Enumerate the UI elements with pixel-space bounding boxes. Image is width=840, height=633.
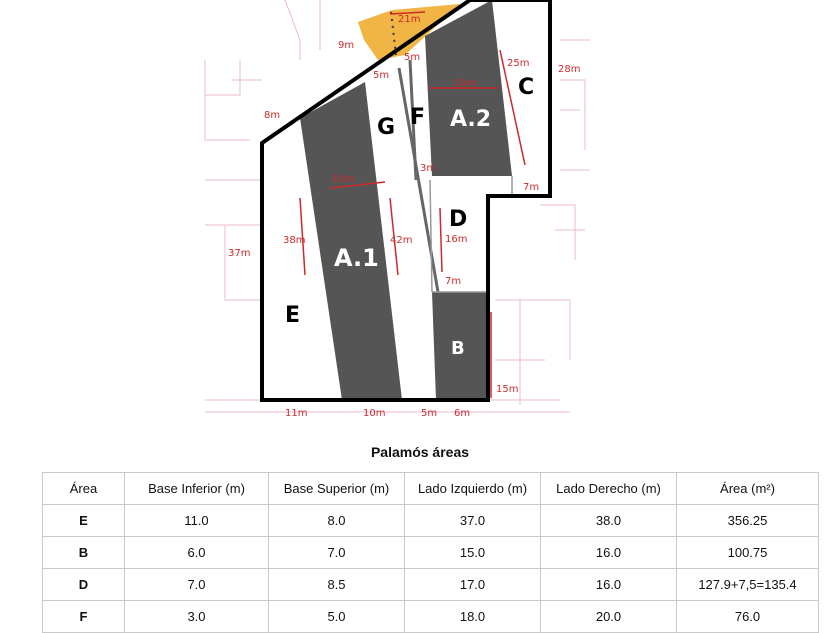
cell-base-superior: 5.0 <box>269 601 405 633</box>
table-row <box>43 505 819 537</box>
header-base-inferior: Base Inferior (m) <box>125 473 269 505</box>
cell-area-m2: 76.0 <box>677 601 819 633</box>
dim-a2-width: 10m <box>454 78 477 89</box>
dim-top-9m: 9m <box>338 40 355 51</box>
cell-base-superior: 8.5 <box>269 569 405 601</box>
zone-label-b: B <box>451 338 465 359</box>
zone-label-a2: A.2 <box>450 107 492 132</box>
cell-lado-izquierdo: 18.0 <box>405 601 541 633</box>
dim-left-8m: 8m <box>264 110 281 121</box>
cell-base-superior: 7.0 <box>269 537 405 569</box>
zone-label-e: E <box>285 303 301 328</box>
cell-lado-izquierdo: 15.0 <box>405 537 541 569</box>
dim-top-5m-right: 5m <box>404 52 421 63</box>
table-row <box>43 569 819 601</box>
areas-table <box>42 472 819 633</box>
dim-a1-right: 42m <box>390 235 413 246</box>
dim-a1-width: 10m <box>332 174 355 185</box>
cell-base-inferior: 6.0 <box>125 537 269 569</box>
dim-d-side: 16m <box>445 234 468 245</box>
header-base-superior: Base Superior (m) <box>269 473 405 505</box>
cell-base-inferior: 3.0 <box>125 601 269 633</box>
zone-label-g: G <box>377 115 396 140</box>
header-area-m2: Área (m²) <box>677 473 819 505</box>
cell-base-inferior: 11.0 <box>125 505 269 537</box>
cell-area-m2: 127.9+7,5=135.4 <box>677 569 819 601</box>
cell-lado-derecho: 16.0 <box>541 569 677 601</box>
zone-label-f: F <box>410 105 426 130</box>
dim-c-side: 28m <box>558 64 581 75</box>
dim-bottom-5m: 5m <box>421 408 438 419</box>
cell-area: F <box>43 601 125 633</box>
dim-bottom-11m: 11m <box>285 408 308 419</box>
dim-bottom-10m: 10m <box>363 408 386 419</box>
zone-label-d: D <box>449 207 468 232</box>
header-lado-derecho: Lado Derecho (m) <box>541 473 677 505</box>
cell-base-inferior: 7.0 <box>125 569 269 601</box>
table-header-row <box>43 473 819 505</box>
dim-bottom-6m: 6m <box>454 408 471 419</box>
dim-d-bottom: 7m <box>445 276 462 287</box>
cell-area: D <box>43 569 125 601</box>
cell-lado-izquierdo: 37.0 <box>405 505 541 537</box>
cell-area-m2: 100.75 <box>677 537 819 569</box>
dim-e-side: 37m <box>228 248 251 259</box>
cell-lado-derecho: 16.0 <box>541 537 677 569</box>
dim-f-bottom: 3m <box>420 163 437 174</box>
zone-label-a1: A.1 <box>334 244 379 272</box>
table-row <box>43 537 819 569</box>
table-title: Palamós áreas <box>370 444 470 460</box>
cell-lado-derecho: 20.0 <box>541 601 677 633</box>
table-row <box>43 601 819 633</box>
dim-top-5m-left: 5m <box>373 70 390 81</box>
cell-lado-derecho: 38.0 <box>541 505 677 537</box>
dim-a2-side: 25m <box>507 58 530 69</box>
cell-lado-izquierdo: 17.0 <box>405 569 541 601</box>
zone-dividers-thin <box>430 176 512 292</box>
cell-area: B <box>43 537 125 569</box>
dim-c-bottom: 7m <box>523 182 540 193</box>
cell-base-superior: 8.0 <box>269 505 405 537</box>
cell-area-m2: 356.25 <box>677 505 819 537</box>
header-area: Área <box>43 473 125 505</box>
dim-b-side: 15m <box>496 384 519 395</box>
dim-a1-left: 38m <box>283 235 306 246</box>
header-lado-izquierdo: Lado Izquierdo (m) <box>405 473 541 505</box>
zone-label-c: C <box>518 75 535 100</box>
cell-area: E <box>43 505 125 537</box>
dim-top-21m: 21m <box>398 14 421 25</box>
